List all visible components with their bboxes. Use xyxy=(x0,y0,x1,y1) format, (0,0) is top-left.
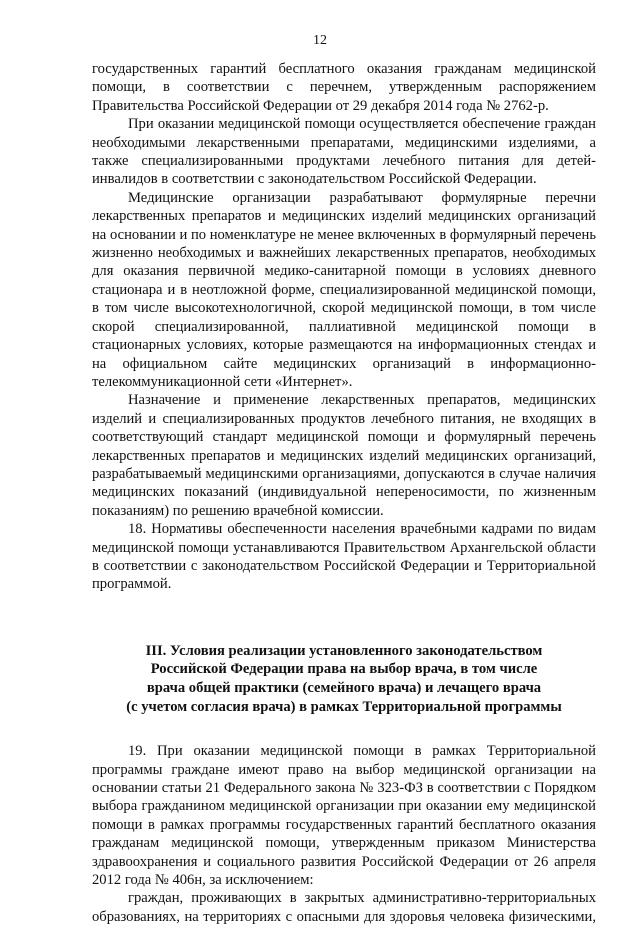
paragraph-closed-territories: граждан, проживающих в закрытых административно-территориальных образованиях, на территориях с опасными для здоровья человека физическими, xyxy=(92,890,596,925)
paragraph-choice-of-organization: 19. При оказании медицинской помощи в рамках Территориальной программы граждане имеют право на выбор медицинской организации на основании статьи 21 Федерального закона № 323-ФЗ в соответствии с Порядком выбора гражданином медицинской организации при оказании ему медицинской помощи в рамках программы государственных гарантий бесплатного оказания гражданам медицинской помощи, утвержденным приказом Министерства здравоохранения и социального развития Российской Федерации от 26 апреля 2012 года № 406н, за исключением: xyxy=(92,743,596,888)
section-heading-line: врача общей практики (семейного врача) и лечащего врача xyxy=(146,679,542,696)
paragraph-gov-guarantees: государственных гарантий бесплатного оказания гражданам медицинской помощи, в соответствии с перечнем, утвержденным распоряжением Правительства Российской Федерации от 29 декабря 2014 года № 2762-р. xyxy=(92,61,596,114)
section-heading xyxy=(92,642,596,716)
document-body xyxy=(92,60,596,926)
section-heading-line: (с учетом согласия врача) в рамках Территориальной программы xyxy=(126,698,562,715)
paragraph-staffing-norms: 18. Нормативы обеспеченности населения врачебными кадрами по видам медицинской помощи устанавливаются Правительством Архангельской области в соответствии с законодательством Российской Федерации и Территориальной программой. xyxy=(92,521,596,593)
page-number: 12 xyxy=(313,33,327,48)
paragraph-prescription-rules: Назначение и применение лекарственных препаратов, медицинских изделий и специализированных продуктов лечебного питания, не входящих в соответствующий стандарт медицинской помощи и формулярный перечень лекарственных препаратов и медицинских изделий медицинских организаций, разрабатываемый медицинскими организациями, допускаются в случае наличия медицинских показаний (индивидуальной непереносимости, по жизненным показаниям) по решению врачебной комиссии. xyxy=(92,392,596,519)
section-heading-line: III. Условия реализации установленного законодательством xyxy=(145,642,543,659)
paragraph-drug-provision: При оказании медицинской помощи осуществляется обеспечение граждан необходимыми лекарственными препаратами, медицинскими изделиями, а также специализированными продуктами лечебного питания для детей-инвалидов в соответствии с законодательством Российской Федерации. xyxy=(92,116,596,188)
section-heading-line: Российской Федерации права на выбор врача, в том числе xyxy=(150,661,538,678)
paragraph-formulary-lists: Медицинские организации разрабатывают формулярные перечни лекарственных препаратов и медицинских изделий медицинских организаций на основании и по номенклатуре не менее включенных в формулярный перечень жизненно необходимых и важнейших лекарственных препаратов, необходимых для оказания первичной медико-санитарной помощи в условиях дневного стационара и в неотложной форме, специализированной медицинской помощи, в том числе высокотехнологичной, скорой медицинской помощи, в том числе скорой специализированной, паллиативной медицинской помощи в стационарных условиях, которые размещаются на информационных стендах и на официальном сайте медицинских организаций в информационно-телекоммуникационной сети «Интернет». xyxy=(92,189,596,390)
